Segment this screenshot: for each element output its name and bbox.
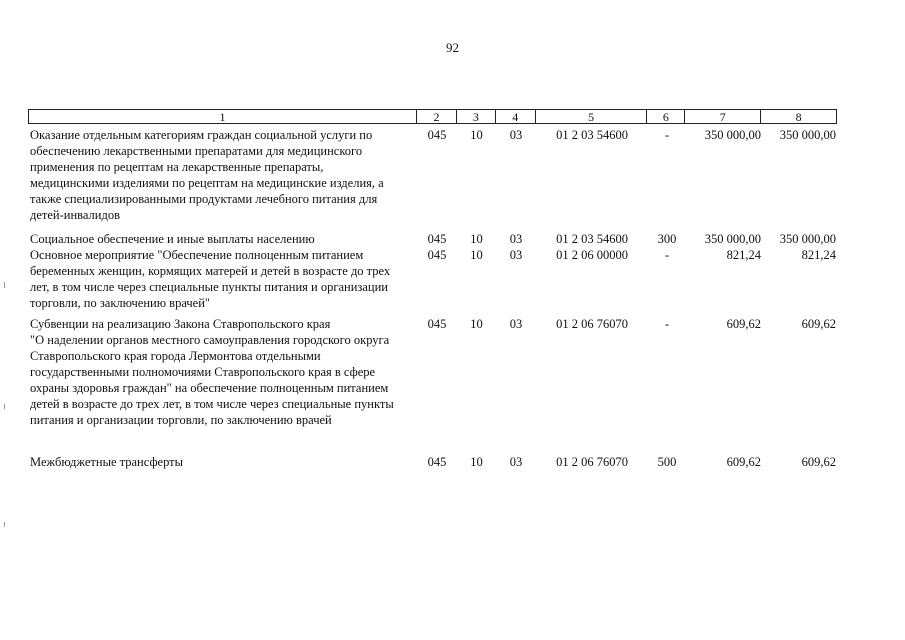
row-col-8: 609,62 bbox=[801, 317, 836, 331]
table-row bbox=[28, 231, 837, 247]
header-col-3: 3 bbox=[457, 110, 496, 123]
row-col-8: 350 000,00 bbox=[779, 128, 836, 142]
table-row bbox=[28, 127, 837, 223]
row-col-7: 350 000,00 bbox=[704, 232, 761, 246]
row-col-6: - bbox=[664, 248, 670, 262]
row-col-7: 609,62 bbox=[726, 317, 761, 331]
row-col-4: 03 bbox=[509, 317, 523, 331]
row-col-2: 045 bbox=[427, 248, 447, 262]
row-col-5: 01 2 03 54600 bbox=[556, 232, 628, 246]
row-col-2: 045 bbox=[427, 232, 447, 246]
header-col-1: 1 bbox=[29, 110, 417, 123]
scan-mark bbox=[4, 282, 5, 288]
row-col-6: - bbox=[664, 128, 670, 142]
table-header bbox=[28, 109, 837, 124]
row-col-7: 350 000,00 bbox=[704, 128, 761, 142]
header-col-4: 4 bbox=[496, 110, 536, 123]
header-col-6: 6 bbox=[647, 110, 685, 123]
header-col-5: 5 bbox=[536, 110, 648, 123]
row-col-6: 500 bbox=[657, 455, 677, 469]
row-col-8: 350 000,00 bbox=[779, 232, 836, 246]
header-col-7: 7 bbox=[685, 110, 761, 123]
row-col-6: 300 bbox=[657, 232, 677, 246]
row-name: Субвенции на реализацию Закона Ставропольского края "О наделении органов местного самоуправления городского округа Ставропольского края города Лермонтова отдельными государственными полномочиями Ставропольского края в сфере охраны здоровья граждан" на обеспечение полноценным питанием детей в возрасте до трех лет, в том числе через специальные пункты питания и организации торговли, по заключению врачей bbox=[30, 317, 394, 427]
row-col-5: 01 2 06 76070 bbox=[556, 317, 628, 331]
row-col-7: 821,24 bbox=[726, 248, 761, 262]
table-row bbox=[28, 316, 837, 428]
row-col-4: 03 bbox=[509, 128, 523, 142]
row-col-8: 821,24 bbox=[801, 248, 836, 262]
page-number: 92 bbox=[446, 40, 459, 55]
row-col-6: - bbox=[664, 317, 670, 331]
row-col-5: 01 2 06 76070 bbox=[556, 455, 628, 469]
table-row bbox=[28, 247, 837, 311]
row-col-2: 045 bbox=[427, 128, 447, 142]
row-name: Социальное обеспечение и иные выплаты населению bbox=[30, 232, 315, 246]
header-col-2: 2 bbox=[417, 110, 457, 123]
row-col-2: 045 bbox=[427, 455, 447, 469]
row-col-4: 03 bbox=[509, 455, 523, 469]
row-col-4: 03 bbox=[509, 248, 523, 262]
row-col-3: 10 bbox=[470, 232, 483, 246]
scan-mark bbox=[4, 404, 5, 409]
row-col-5: 01 2 06 00000 bbox=[556, 248, 628, 262]
scan-mark bbox=[4, 522, 5, 527]
row-col-3: 10 bbox=[470, 455, 483, 469]
row-name: Оказание отдельным категориям граждан социальной услуги по обеспечению лекарственными препаратами для медицинского применения по рецептам на лекарственные препараты, медицинскими изделиями по рецептам на медицинские изделия, а также специализированными продуктами лечебного питания для детей-инвалидов bbox=[30, 128, 384, 222]
header-col-8: 8 bbox=[795, 110, 802, 124]
row-col-3: 10 bbox=[470, 248, 483, 262]
row-col-5: 01 2 03 54600 bbox=[556, 128, 628, 142]
row-col-3: 10 bbox=[470, 128, 483, 142]
row-name: Основное мероприятие "Обеспечение полноценным питанием беременных женщин, кормящих матерей и детей в возрасте до трех лет, в том числе через специальные пункты питания и организации торговли, по заключению врачей" bbox=[30, 248, 391, 310]
row-col-3: 10 bbox=[470, 317, 483, 331]
row-col-7: 609,62 bbox=[726, 455, 761, 469]
table-row bbox=[28, 454, 837, 470]
row-col-4: 03 bbox=[509, 232, 523, 246]
row-name: Межбюджетные трансферты bbox=[30, 455, 184, 469]
row-col-8: 609,62 bbox=[801, 455, 836, 469]
row-col-2: 045 bbox=[427, 317, 447, 331]
